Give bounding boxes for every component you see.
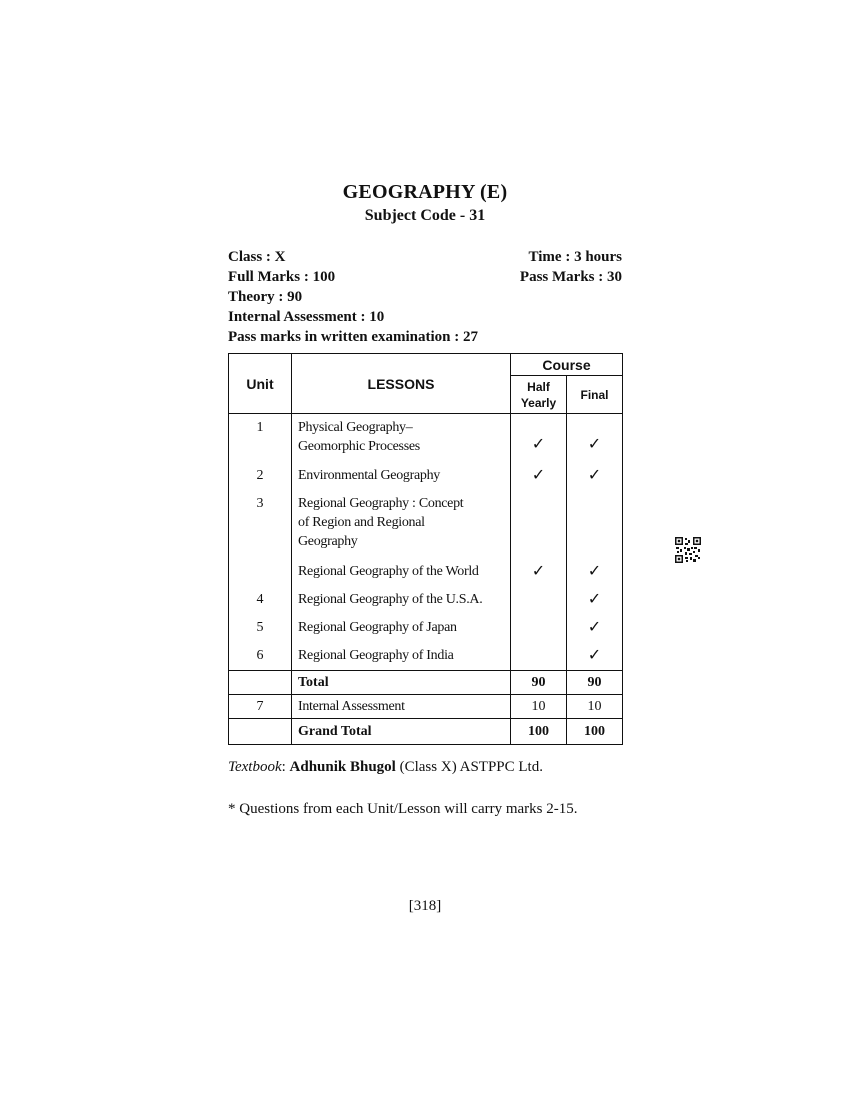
lesson-line: Regional Geography of Japan [298, 620, 457, 635]
final-cell [567, 490, 622, 558]
subject-code: Subject Code - 31 [364, 207, 486, 224]
check-icon: ✓ [587, 619, 602, 636]
unit-number: 4 [256, 592, 264, 607]
lesson-item [298, 614, 510, 642]
unit-number: 2 [256, 468, 264, 483]
unit-column [229, 414, 292, 671]
half-yearly-cell [511, 558, 566, 586]
lessons-header: LESSONS [292, 354, 511, 414]
final-cell [567, 642, 622, 670]
unit-number: 3 [256, 496, 264, 511]
lesson-line: Physical Geography– [298, 420, 413, 435]
textbook-label: Textbook [228, 759, 282, 775]
lesson-item [298, 586, 510, 614]
grand-total-row [229, 719, 623, 745]
check-icon: ✓ [531, 436, 546, 453]
internal-unit: 7 [229, 695, 292, 719]
internal-label: Internal Assessment [292, 695, 511, 719]
qr-code-icon [675, 537, 701, 563]
check-icon: ✓ [587, 467, 602, 484]
total-half: 90 [511, 671, 567, 695]
check-icon: ✓ [587, 591, 602, 608]
lesson-line: Geography [298, 534, 358, 549]
final-cell [567, 558, 622, 586]
final-header: Final [567, 376, 623, 414]
exam-meta [228, 247, 622, 347]
check-icon: ✓ [587, 563, 602, 580]
lesson-line: Regional Geography of the U.S.A. [298, 592, 483, 607]
unit-number: 1 [256, 420, 264, 435]
lesson-line: Regional Geography : Concept [298, 496, 464, 511]
internal-final: 10 [567, 695, 623, 719]
lesson-item [298, 490, 510, 558]
lesson-line: Geomorphic Processes [298, 439, 420, 454]
page-title: GEOGRAPHY (E) [342, 181, 508, 203]
half-yearly-cell [511, 642, 566, 670]
lesson-column [292, 414, 511, 671]
final-cell [567, 614, 622, 642]
unit-number: 5 [256, 620, 264, 635]
grand-total-half: 100 [511, 719, 567, 745]
unit-number [229, 558, 291, 586]
final-cell [567, 462, 622, 490]
unit-number: 6 [256, 648, 264, 663]
syllabus-table [228, 353, 623, 745]
check-icon: ✓ [587, 647, 602, 664]
page-number: [318] [408, 898, 442, 914]
textbook-line: Textbook: Adhunik Bhugol (Class X) ASTPPC Ltd. [228, 759, 543, 775]
lesson-item [298, 462, 510, 490]
total-row [229, 671, 623, 695]
pass-marks-label: Pass Marks : 30 [519, 269, 622, 285]
units-body [229, 414, 623, 671]
half-yearly-cell [511, 614, 566, 642]
half-yearly-cell [511, 414, 566, 462]
grand-total-final: 100 [567, 719, 623, 745]
check-icon: ✓ [531, 563, 546, 580]
unit-header: Unit [229, 354, 292, 414]
check-icon: ✓ [531, 467, 546, 484]
full-marks-label: Full Marks : 100 [228, 269, 336, 285]
pass-written-label: Pass marks in written examination : 27 [228, 329, 478, 345]
lesson-line: Regional Geography of India [298, 648, 454, 663]
final-cell [567, 586, 622, 614]
internal-row [229, 695, 623, 719]
class-label: Class : X [228, 249, 286, 265]
check-icon: ✓ [587, 436, 602, 453]
lesson-item [298, 558, 510, 586]
lesson-item [298, 414, 510, 462]
textbook-publisher: (Class X) ASTPPC Ltd. [395, 759, 543, 775]
half-yearly-cell [511, 490, 566, 558]
final-cell [567, 414, 622, 462]
half-yearly-cell [511, 462, 566, 490]
total-final: 90 [567, 671, 623, 695]
textbook-title: Adhunik Bhugol [289, 759, 396, 775]
total-label: Total [292, 671, 511, 695]
time-label: Time : 3 hours [528, 249, 622, 265]
theory-label: Theory : 90 [228, 289, 303, 305]
course-header: Course [511, 354, 623, 376]
half-yearly-cell [511, 586, 566, 614]
half-yearly-column [511, 414, 567, 671]
lesson-line: Environmental Geography [298, 468, 441, 483]
marks-note: * Questions from each Unit/Lesson will carry marks 2-15. [228, 801, 578, 817]
grand-total-label: Grand Total [292, 719, 511, 745]
final-column [567, 414, 623, 671]
internal-half: 10 [511, 695, 567, 719]
lesson-line: Regional Geography of the World [298, 564, 479, 579]
lesson-line: of Region and Regional [298, 515, 425, 530]
internal-assessment-label: Internal Assessment : 10 [228, 309, 385, 325]
half-yearly-header: Half Yearly [511, 376, 567, 414]
lesson-item [298, 642, 510, 670]
